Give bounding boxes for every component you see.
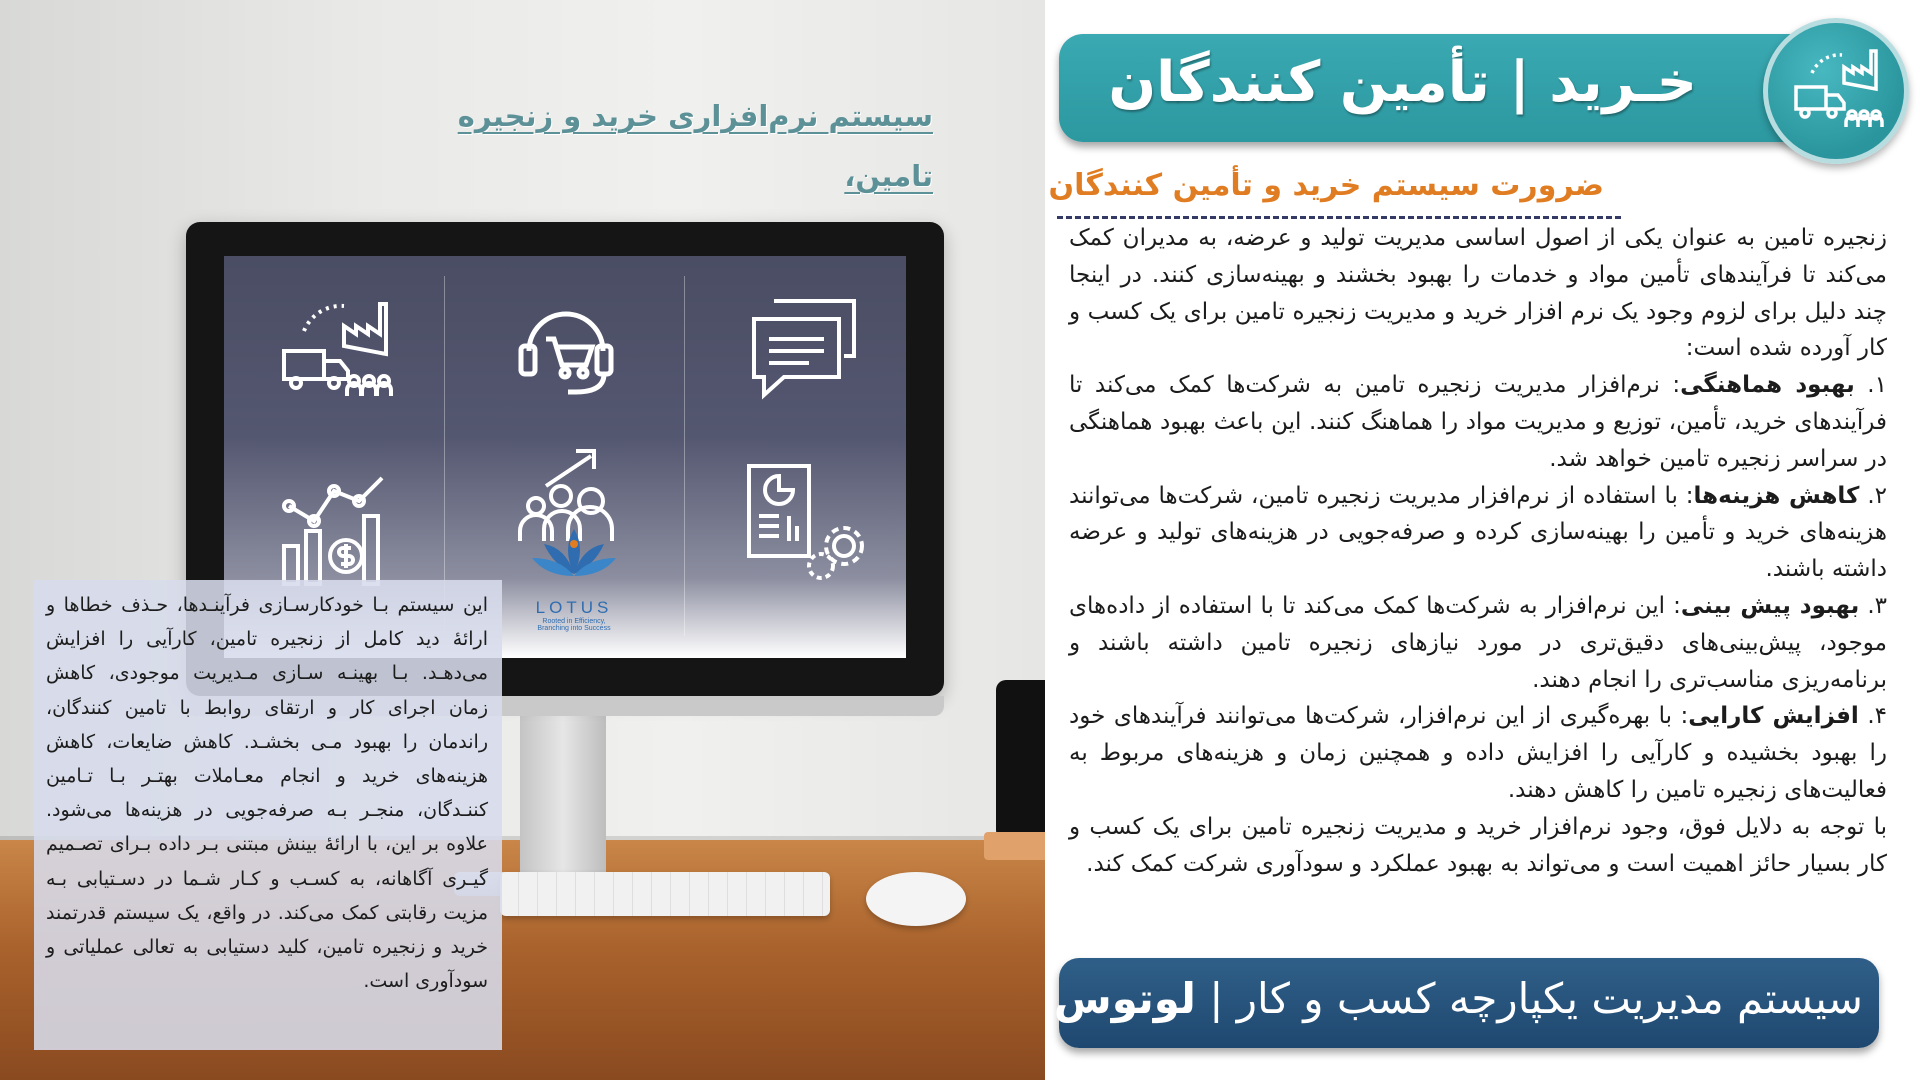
list-item-text: : نرم‌افزار مدیریت زنجیره تامین به شرکت‌ها کمک می‌کند تا فرآیندهای خرید، تأمین، توزیع و مدیریت مواد را هماهنگ کنند. این باعث بهبود هماهنگی در سراسر زنجیره تامین خواهد شد. — [1069, 372, 1887, 472]
list-item-text: : با استفاده از نرم‌افزار مدیریت زنجیره تامین، شرکت‌ها می‌توانند هزینه‌های خرید و تأمین را بهینه‌سازی کرده و صرفه‌جویی در هزینه‌های تولید و عرضه داشته باشند. — [1069, 482, 1887, 583]
report-gear-icon — [724, 436, 884, 606]
lotus-logo — [519, 524, 629, 634]
keyboard — [500, 872, 830, 916]
page-title: خـرید | تأمین کنندگان — [1108, 50, 1697, 115]
conclusion-paragraph: با توجه به دلایل فوق، وجود نرم‌افزار خرید و مدیریت زنجیره تامین برای یک کسب و کار بسیار حائز اهمیت است و می‌تواند به بهبود عملکرد و سودآوری شرکت کمک کند. — [1069, 813, 1887, 877]
content-panel — [1045, 0, 1920, 1080]
headline-line-1: سیستم نرم‌افزاری خرید و زنجیره تامین، — [457, 99, 933, 193]
lotus-flower-icon — [519, 524, 629, 594]
lotus-logo-tagline-2: Branching into Success — [537, 625, 611, 632]
footer-banner — [1053, 958, 1879, 1048]
phone — [996, 680, 1045, 840]
lotus-logo-name: LOTUS — [535, 598, 613, 617]
phone-stand — [984, 832, 1045, 860]
supply-chain-icon — [1763, 18, 1909, 164]
summary-box — [34, 580, 502, 1050]
list-item-heading: افزایش کارایی — [1688, 703, 1859, 730]
section-title: ضرورت سیستم خرید و تأمین کنندگان — [1048, 168, 1604, 203]
summary-text: این سیستم بـا خودکارسـازی فرآینـدها، حـذف خطاها و ارائۀ دید کامل از زنجیره تامین، کارآیی را افزایش می‌دهـد. بـا بهینـه سـازی مـدیریت موجودی، کاهش زمان اجرای کار و ارتقای روابط با تامین کنندگان، راندمان را بهبود مـی بخشـد. کاهش ضایعات، کاهش هزینه‌های خرید و انجام معـاملات بهتـر بـا تـامین کننـدگان، منجـر بـه صرفه‌جویی در هزینه‌ها می‌شود. علاوه بر این، با ارائۀ بینش مبتنی بـر داده بـرای تصـمیم گیـری آگاهانه، به کسـب و کـار شـما در دسـتیابی بـه مزیت رقابتی کمک می‌کند. در واقع، یک سیستم قدرتمند خرید و زنجیره تامین، کلید دستیابی به تعالی عملیاتی و سودآوری است. — [46, 594, 488, 993]
list-item-heading: بهبود هماهنگی — [1680, 372, 1855, 399]
footer-text — [1054, 974, 1863, 1023]
list-item: ۱. بهبود هماهنگی: نرم‌افزار مدیریت زنجیره تامین به شرکت‌ها کمک می‌کند تا فرآیندهای خرید، تأمین، توزیع و مدیریت مواد را هماهنگ کنند. این باعث بهبود هماهنگی در سراسر زنجیره تامین خواهد شد. — [1069, 372, 1887, 472]
intro-paragraph: زنجیره تامین به عنوان یکی از اصول اساسی مدیریت تولید و عرضه، به مدیران کمک می‌کند تا فرآیندهای تأمین مواد و خدمات را بهبود بخشند و بهینه‌سازی کنند. در اینجا چند دلیل برای لزوم وجود یک نرم افزار خرید و مدیریت زنجیره تامین برای یک کسب و کار آورده شده است: — [1069, 225, 1887, 362]
customer-support-cart-icon — [486, 276, 646, 416]
chat-bubbles-icon — [724, 276, 884, 416]
monitor-stand — [520, 716, 606, 886]
title-banner — [1059, 34, 1817, 142]
section-divider — [1057, 216, 1621, 219]
lotus-logo-tagline-1: Rooted in Efficiency, — [542, 618, 606, 625]
list-item: ۲. کاهش هزینه‌ها: با استفاده از نرم‌افزار مدیریت زنجیره تامین، شرکت‌ها می‌توانند هزینه‌های خرید و تأمین را بهینه‌سازی کرده و صرفه‌جویی در هزینه‌های تولید و عرضه داشته باشند. — [1069, 482, 1888, 583]
list-item: ۳. بهبود پیش بینی: این نرم‌افزار به شرکت‌ها کمک می‌کند تا با استفاده از داده‌های موجود، پیش‌بینی‌های دقیق‌تری در مورد نیازهای زنجیره تامین داشته باشند و برنامه‌ریزی مناسب‌تری را انجام دهند. — [1069, 592, 1887, 693]
supply-chain-icon — [254, 276, 414, 416]
list-item: ۴. افزایش کارایی: با بهره‌گیری از این نرم‌افزار، شرکت‌ها می‌توانند فرآیندهای خود را بهبود بخشیده و کارآیی را افزایش داده و همچنین زمان و هزینه‌های مربوط به فعالیت‌های زنجیره تامین را کاهش دهند. — [1069, 703, 1887, 803]
list-item-text: : با بهره‌گیری از این نرم‌افزار، شرکت‌ها می‌توانند فرآیندهای خود را بهبود بخشیده و کارآیی را افزایش داده و همچنین زمان و هزینه‌های مربوط به فعالیت‌های زنجیره تامین را کاهش دهند. — [1069, 703, 1887, 803]
list-item-heading: کاهش هزینه‌ها — [1693, 482, 1860, 509]
list-item-heading: بهبود پیش بینی — [1680, 592, 1860, 619]
footer-brand: لوتوس — [1053, 974, 1196, 1023]
mouse — [866, 872, 966, 926]
footer-tagline: سیستم مدیریت یکپارچه کسب و کار | — [1195, 974, 1863, 1023]
screen-divider — [684, 276, 685, 636]
main-text — [1069, 220, 1887, 882]
list-item-text: : این نرم‌افزار به شرکت‌ها کمک می‌کند تا با استفاده از داده‌های موجود، پیش‌بینی‌های دقیق‌تری در مورد نیازهای زنجیره تامین داشته باشند و برنامه‌ریزی مناسب‌تری را انجام دهند. — [1069, 592, 1887, 693]
